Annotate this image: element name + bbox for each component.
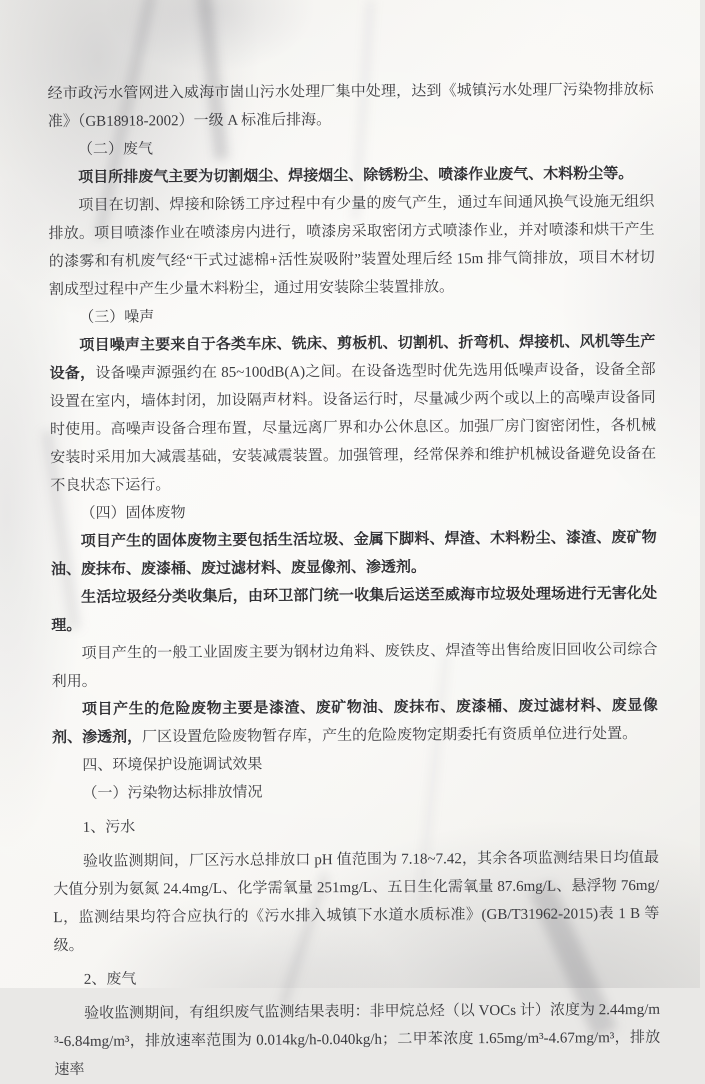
heading-exhaust: 2、废气 (83, 971, 137, 988)
heading-solid-waste: （四）固体废物 (80, 505, 186, 522)
heading-waste-gas: （二）废气 (77, 141, 154, 158)
paragraph-domestic-garbage: 生活垃圾经分类收集后，由环卫部门统一收集后运送至威海市垃圾处理场进行无害化处理。 (51, 585, 658, 635)
heading-pollutant-compliance: （一）污染物达标排放情况 (82, 784, 263, 802)
paragraph-noise-rest: 设备噪声源强约在 85~100dB(A)之间。在设备选型时优先选用低噪声设备，设备全部设置在室内，墙体封闭，加设隔声材料。设备运行时，尽量减少两个或以上的高噪声设备同时使用。高噪声设备合理布置，尽量远离厂界和办公休息区。加强厂房门窗密闭性，各机械安装时采用加大减震基础，安装减震装置。加强管理，经常保养和维护机械设备避免设备在不良状态下运行。 (49, 361, 657, 495)
paragraph-exhaust-monitoring: 验收监测期间，有组织废气监测结果表明：非甲烷总烃（以 VOCs 计）浓度为 2.44mg/m³-6.84mg/m³，排放速率范围为 0.014kg/h-0.040kg/h；二甲苯浓度 1.65mg/m³-4.67mg/m³，排放速率 (54, 1001, 661, 1079)
paragraph-general-industrial-waste: 项目产生的一般工业固废主要为钢材边角料、废铁皮、焊渣等出售给废旧回收公司综合利用。 (51, 641, 658, 691)
heading-sewage: 1、污水 (82, 819, 136, 836)
heading-noise: （三）噪声 (79, 309, 155, 326)
paragraph-noise-lead: 项目噪声主要来自于各类车床、铣床、剪板机、切割机、折弯机、焊接机、风机等生产设备， (49, 333, 656, 383)
paragraph-waste-gas-measures: 项目在切割、焊接和除锈工序过程中有少量的废气产生，通过车间通风换气设施无组织排放。项目喷漆作业在喷漆房内进行，喷漆房采取密闭方式喷漆作业，并对喷漆和烘干产生的漆雾和有机废气经“干式过滤棉+活性炭吸附”装置处理后经 15m 排气筒排放，项目木材切割成型过程中产生少量木料粉尘，通过用安装除尘装置排放。 (48, 193, 655, 299)
paragraph-hazardous-waste-rest: 厂区设置危险废物暂存库，产生的危险废物定期委托有资质单位进行处置。 (142, 726, 638, 746)
paragraph-hazardous-waste-lead: 项目产生的危险废物主要是漆渣、废矿物油、废抹布、废漆桶、废过滤材料、废显像剂、渗透剂， (52, 697, 658, 747)
heading-section-4: 四、环境保护设施调试效果 (82, 756, 263, 774)
paragraph-wastewater-continuation: 经市政污水管网进入威海市崮山污水处理厂集中处理，达到《城镇污水处理厂污染物排放标准》（GB18918-2002）一级 A 标准后排海。 (47, 81, 654, 131)
paragraph-hazardous-waste (52, 692, 658, 752)
paragraph-noise (49, 328, 656, 500)
paragraph-waste-gas-types: 项目所排废气主要为切割烟尘、焊接烟尘、除锈粉尘、喷漆作业废气、木料粉尘等。 (78, 166, 634, 186)
paragraph-sewage-monitoring: 验收监测期间，厂区污水总排放口 pH 值范围为 7.18~7.42，其余各项监测结果日均值最大值分别为氨氮 24.4mg/L、化学需氧量 251mg/L、五日生化需氧量 87.6mg/L、悬浮物 76mg/L，监测结果均符合应执行的《污水排入城镇下水道水质标准》(GB/T31962-2015)表 1 B 等级。 (53, 849, 660, 955)
paragraph-solid-waste-types: 项目产生的固体废物主要包括生活垃圾、金属下脚料、焊渣、木料粉尘、漆渣、废矿物油、废抹布、废漆桶、废过滤材料、废显像剂、渗透剂。 (50, 529, 657, 579)
